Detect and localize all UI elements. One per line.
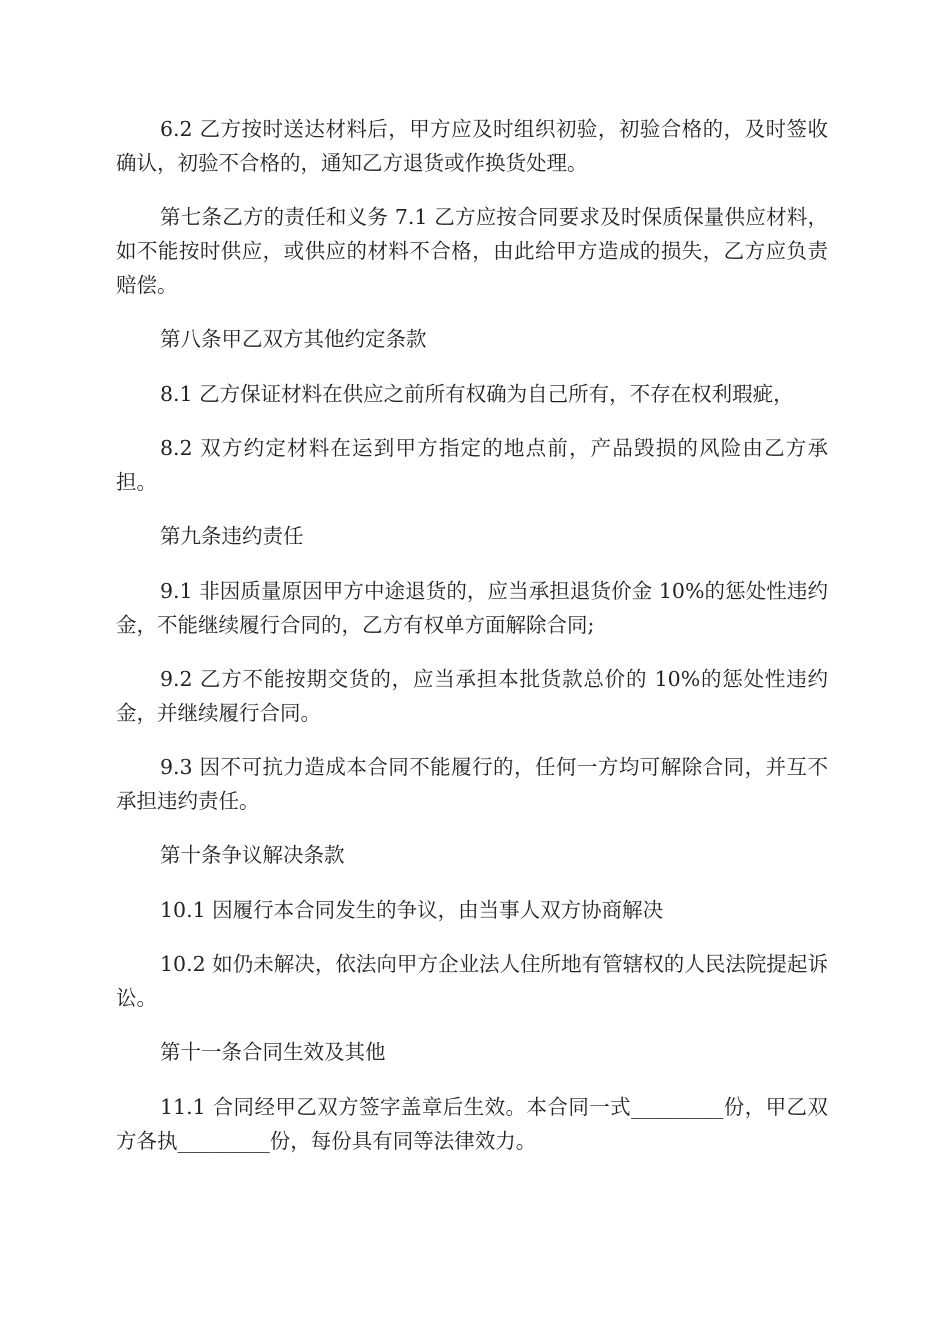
clause-8-1: 8.1 乙方保证材料在供应之前所有权确为自己所有，不存在权利瑕疵， [160, 382, 794, 406]
clause-6-2: 6.2 乙方按时送达材料后，甲方应及时组织初验，初验合格的，及时签收确认，初验不合格的，通知乙方退货或作换货处理。 [116, 117, 828, 175]
article-8-heading: 第八条甲乙双方其他约定条款 [160, 327, 427, 351]
clause-11-1: 11.1 合同经甲乙双方签字盖章后生效。本合同一式_________份，甲乙双方各执_________份，每份具有同等法律效力。 [116, 1095, 828, 1153]
article-11-heading: 第十一条合同生效及其他 [160, 1040, 386, 1064]
document-body [116, 112, 828, 1178]
clause-7-responsibilities: 第七条乙方的责任和义务 7.1 乙方应按合同要求及时保质保量供应材料，如不能按时供应，或供应的材料不合格，由此给甲方造成的损失，乙方应负责赔偿。 [116, 205, 828, 297]
clause-10-1: 10.1 因履行本合同发生的争议，由当事人双方协商解决 [160, 898, 664, 922]
article-9-heading: 第九条违约责任 [160, 524, 304, 548]
clause-9-3: 9.3 因不可抗力造成本合同不能履行的，任何一方均可解除合同，并互不承担违约责任。 [116, 755, 828, 813]
clause-9-1: 9.1 非因质量原因甲方中途退货的，应当承担退货价金 10%的惩处性违约金，不能继续履行合同的，乙方有权单方面解除合同; [116, 579, 828, 637]
clause-9-2: 9.2 乙方不能按期交货的，应当承担本批货款总价的 10%的惩处性违约金，并继续履行合同。 [116, 667, 828, 725]
clause-8-2: 8.2 双方约定材料在运到甲方指定的地点前，产品毁损的风险由乙方承担。 [116, 436, 828, 494]
article-10-heading: 第十条争议解决条款 [160, 843, 345, 867]
clause-10-2: 10.2 如仍未解决，依法向甲方企业法人住所地有管辖权的人民法院提起诉讼。 [116, 952, 828, 1010]
